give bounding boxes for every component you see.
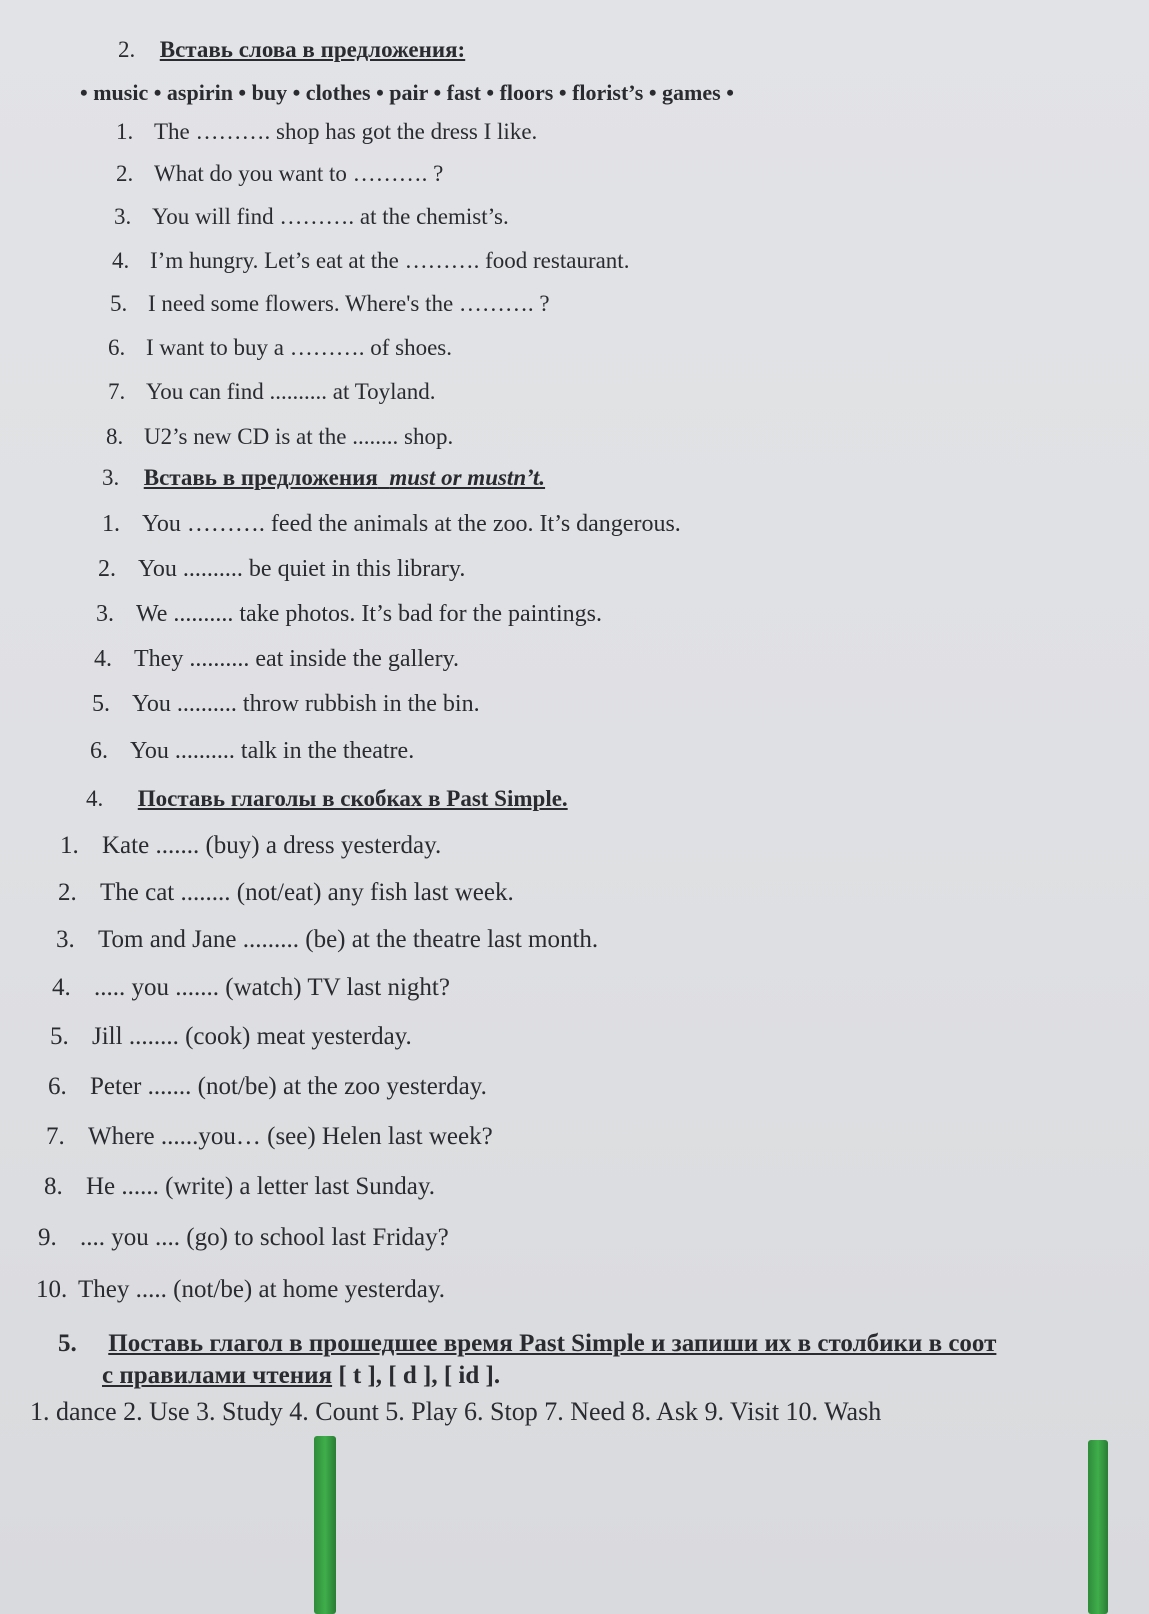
item-number: 8. [106,424,124,449]
verb-list: 1. dance 2. Use 3. Study 4. Count 5. Play 6. Stop 7. Need 8. Ask 9. Visit 10. Wash [30,1397,882,1426]
item-text: Where ......you… (see) Helen last week? [88,1123,493,1150]
item-text: You .......... throw rubbish in the bin. [132,691,480,717]
item-number: 8. [44,1173,63,1200]
item-text: The ………. shop has got the dress I like. [154,119,538,144]
item-text: We .......... take photos. It’s bad for the paintings. [136,601,602,627]
section-number: 5. [58,1330,77,1357]
list-item [102,510,681,538]
item-number: 2. [98,556,116,582]
item-number: 5. [110,291,128,316]
section-5-heading-line2 [102,1362,500,1390]
item-text: U2’s new CD is at the ........ shop. [144,424,454,449]
item-text: You ………. feed the animals at the zoo. It’s dangerous. [142,511,681,537]
section-title-underlined: с правилами чтения [102,1362,333,1389]
item-text: ..... you ....... (watch) TV last night? [94,974,450,1001]
item-number: 2. [116,161,134,186]
list-item [52,974,450,1002]
list-item [58,879,514,907]
list-item [110,290,550,318]
item-number: 1. [60,832,79,859]
section-number: 3. [102,465,120,490]
section-title-line1: Поставь глагол в прошедшее время Past Simple и запиши их в столбики в соот [108,1330,997,1357]
list-item [38,1224,449,1252]
item-text: Jill ........ (cook) meat yesterday. [92,1023,412,1050]
list-item [98,555,465,583]
list-item [48,1073,487,1101]
item-text: You .......... talk in the theatre. [130,738,415,764]
section-title [144,465,545,490]
item-text: .... you .... (go) to school last Friday? [80,1224,449,1251]
item-text: Kate ....... (buy) a dress yesterday. [102,832,442,859]
list-item [114,203,509,231]
item-text: He ...... (write) a letter last Sunday. [86,1173,435,1200]
item-number: 5. [92,691,110,717]
item-text: What do you want to ………. ? [154,161,444,186]
item-number: 3. [114,204,132,229]
list-item [112,247,629,275]
section-number: 4. [86,786,104,811]
item-number: 6. [90,738,108,764]
item-text: Tom and Jane ......... (be) at the theatre last month. [98,926,599,953]
section-5-heading [58,1330,996,1358]
list-item [50,1023,412,1051]
item-number: 1. [116,119,134,144]
item-text: They .......... eat inside the gallery. [134,646,460,672]
list-item [96,600,602,628]
word-bank: • music • aspirin • buy • clothes • pair • fast • floors • florist’s • games • [80,80,734,105]
section-title-rest: [ t ], [ d ], [ id ]. [332,1362,501,1389]
list-item [46,1123,493,1151]
item-number: 5. [50,1023,69,1050]
item-number: 3. [56,926,75,953]
item-text: The cat ........ (not/eat) any fish last week. [100,879,514,906]
item-number: 4. [94,646,112,672]
item-number: 6. [108,335,126,360]
list-item [108,334,452,362]
section-2-heading [118,36,465,64]
green-pencil-right [1088,1440,1108,1614]
item-text: They ..... (not/be) at home yesterday. [78,1276,446,1303]
item-number: 4. [112,248,130,273]
item-number: 7. [108,379,126,404]
item-text: You will find ………. at the chemist’s. [152,204,509,229]
list-item [44,1173,435,1201]
section-title: Поставь глаголы в скобках в Past Simple. [137,786,568,811]
item-number: 3. [96,601,114,627]
section-title-italic: must or mustn’t. [389,465,546,490]
item-number: 1. [102,511,120,537]
item-text: Peter ....... (not/be) at the zoo yesterday. [90,1073,487,1100]
item-number: 10. [36,1276,68,1303]
item-number: 9. [38,1224,57,1251]
item-number: 4. [52,974,71,1001]
item-number: 6. [48,1073,67,1100]
item-number: 2. [58,879,77,906]
item-text: I need some flowers. Where's the ………. ? [148,291,550,316]
list-item [36,1276,445,1304]
list-item [56,926,598,954]
list-item [92,690,480,718]
list-item [106,423,453,451]
section-4-heading [86,785,568,813]
item-text: You .......... be quiet in this library. [138,556,466,582]
list-item [60,832,441,860]
list-item [90,737,414,765]
item-number: 7. [46,1123,65,1150]
list-item [108,378,436,406]
section-number: 2. [118,37,136,62]
section-3-heading [102,464,545,492]
item-text: You can find .......... at Toyland. [146,379,436,404]
list-item [116,160,443,188]
list-item [94,645,459,673]
section-title: Вставь слова в предложения: [159,37,466,62]
green-pencil-left [314,1436,336,1614]
section-title-text: Вставь в предложения [143,465,378,490]
item-text: I want to buy a ………. of shoes. [146,335,452,360]
list-item [116,118,537,146]
item-text: I’m hungry. Let’s eat at the ………. food restaurant. [150,248,630,273]
